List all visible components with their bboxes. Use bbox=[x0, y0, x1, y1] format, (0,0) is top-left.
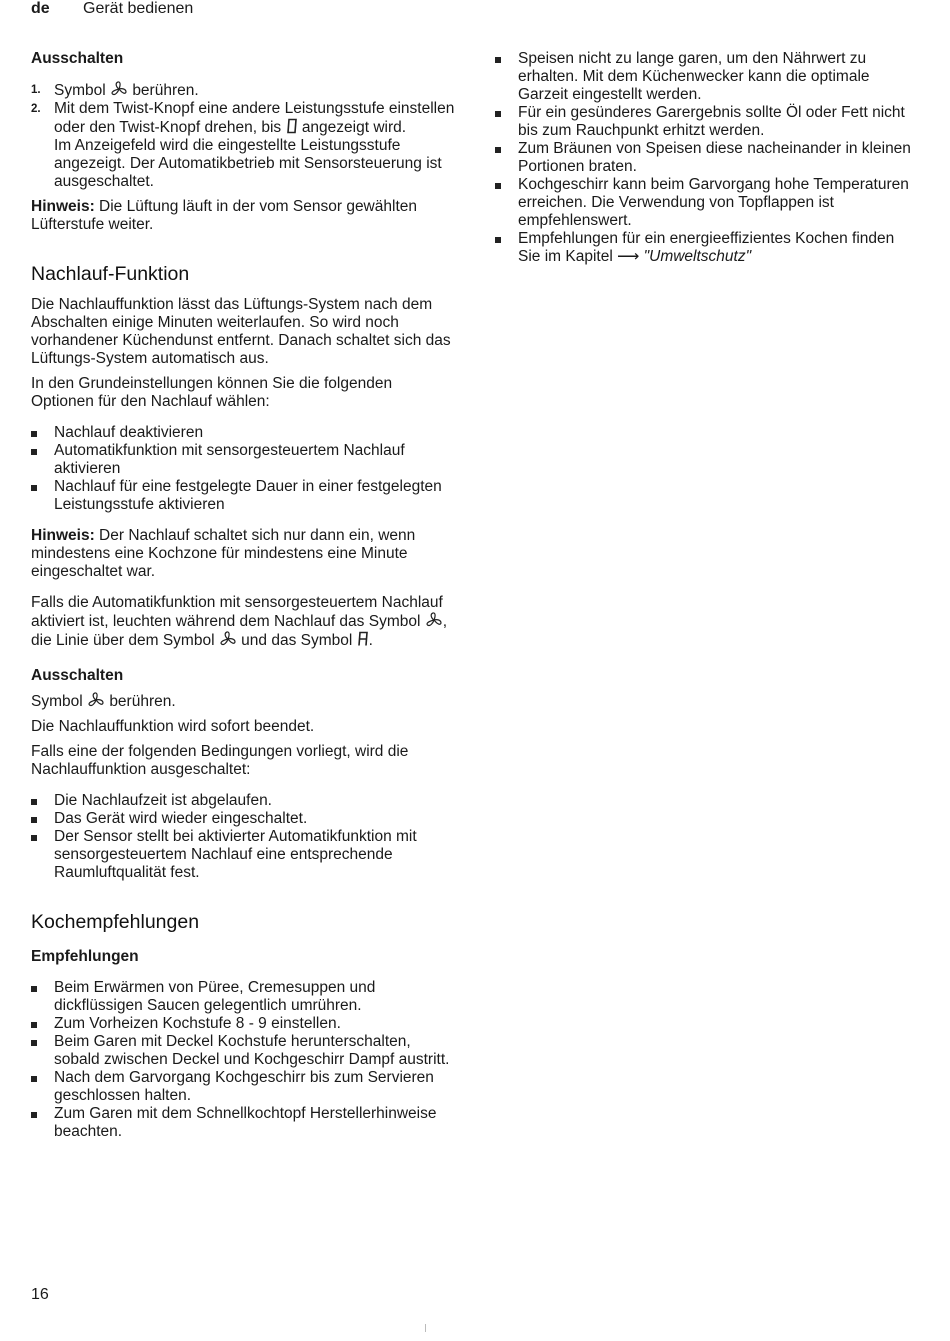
list-item bbox=[31, 442, 456, 478]
paragraph-text: Falls die Automatikfunktion mit sensorgesteuertem Nachlauf aktiviert ist, leuchten während dem Nachlauf das Symbol bbox=[31, 594, 443, 630]
list-item bbox=[31, 478, 456, 514]
list-item bbox=[495, 104, 915, 140]
step-text: berühren. bbox=[132, 82, 199, 99]
left-column bbox=[31, 50, 456, 1141]
right-column bbox=[495, 50, 915, 266]
paragraph-text: Symbol bbox=[31, 693, 83, 710]
steps-list bbox=[31, 81, 456, 191]
heading-nachlauf: Nachlauf-Funktion bbox=[31, 263, 190, 285]
bullet bbox=[495, 183, 501, 189]
fan-icon bbox=[425, 612, 443, 628]
paragraph-text: , die Linie über dem Symbol bbox=[31, 613, 448, 649]
list-item bbox=[495, 230, 915, 266]
list-item bbox=[495, 50, 915, 104]
bullet bbox=[31, 1112, 37, 1118]
list-item-text: Zum Garen mit dem Schnellkochtopf Herstellerhinweise beachten. bbox=[54, 1105, 437, 1140]
list-item-text: Speisen nicht zu lange garen, um den Nährwert zu erhalten. Mit dem Küchenwecker kann die optimale Garzeit eingestellt werden. bbox=[518, 50, 870, 103]
paragraph: Die Nachlauffunktion wird sofort beendet. bbox=[31, 718, 315, 735]
bullet bbox=[31, 1076, 37, 1082]
list-item bbox=[31, 828, 456, 882]
fan-icon bbox=[110, 81, 128, 97]
list-item-text: Nachlauf für eine festgelegte Dauer in einer festgelegten Leistungsstufe aktivieren bbox=[54, 478, 442, 513]
step-text: Symbol bbox=[54, 82, 106, 99]
list-item bbox=[31, 979, 456, 1015]
paragraph bbox=[31, 594, 456, 650]
list-item-text: Beim Garen mit Deckel Kochstufe herunterschalten, sobald zwischen Deckel und Kochgeschirr Dampf austritt. bbox=[54, 1033, 450, 1068]
conditions-list bbox=[31, 792, 456, 882]
note-label: Hinweis: bbox=[31, 527, 95, 544]
list-item bbox=[31, 1069, 456, 1105]
segment-a-icon bbox=[357, 631, 369, 647]
header-title: Gerät bedienen bbox=[83, 0, 194, 17]
bullet bbox=[495, 147, 501, 153]
fan-icon bbox=[87, 692, 105, 708]
step-number: 2. bbox=[31, 103, 41, 115]
paragraph bbox=[31, 692, 456, 711]
bullet bbox=[31, 485, 37, 491]
list-item bbox=[31, 424, 456, 442]
section-subtitle-empfehlungen: Empfehlungen bbox=[31, 948, 139, 965]
list-item-text: Nachlauf deaktivieren bbox=[54, 424, 204, 441]
list-item-text: Automatikfunktion mit sensorgesteuertem Nachlauf aktivieren bbox=[54, 442, 405, 477]
arrow-right-icon: ⟶ bbox=[617, 248, 640, 265]
list-item-text: Empfehlungen für ein energieeffizientes Kochen finden Sie im Kapitel bbox=[518, 230, 895, 265]
list-item-text: Nach dem Garvorgang Kochgeschirr bis zum Servieren geschlossen halten. bbox=[54, 1069, 434, 1104]
paragraph: Die Nachlauffunktion lässt das Lüftungs-System nach dem Abschalten einige Minuten weiterlaufen. So wird noch vorhandener Küchendunst entfernt. Danach schaltet sich das Lüftungs-System automatisch aus. bbox=[31, 296, 451, 367]
options-list bbox=[31, 424, 456, 514]
note-label: Hinweis: bbox=[31, 198, 95, 215]
heading-kochempfehlungen: Kochempfehlungen bbox=[31, 911, 200, 933]
fan-icon bbox=[219, 631, 237, 647]
list-item-text: Für ein gesünderes Garergebnis sollte Öl oder Fett nicht bis zum Rauchpunkt erhitzt werden. bbox=[518, 104, 905, 139]
list-item bbox=[31, 810, 456, 828]
section-subtitle-ausschalten: Ausschalten bbox=[31, 667, 124, 684]
list-item bbox=[495, 176, 915, 230]
list-item-text: Das Gerät wird wieder eingeschaltet. bbox=[54, 810, 308, 827]
bullet bbox=[31, 986, 37, 992]
list-item bbox=[31, 1033, 456, 1069]
note bbox=[31, 527, 456, 581]
bullet bbox=[31, 431, 37, 437]
list-item bbox=[31, 792, 456, 810]
list-item bbox=[495, 140, 915, 176]
list-item-text: Beim Erwärmen von Püree, Cremesuppen und dickflüssigen Saucen gelegentlich umrühren. bbox=[54, 979, 376, 1014]
note-text: Die Lüftung läuft in der vom Sensor gewählten Lüfterstufe weiter. bbox=[31, 198, 417, 233]
step-item bbox=[31, 81, 456, 100]
note bbox=[31, 198, 456, 234]
paragraph-text: . bbox=[368, 632, 373, 649]
bullet bbox=[31, 817, 37, 823]
segment-zero-icon bbox=[286, 118, 298, 134]
tips-list bbox=[495, 50, 915, 266]
step-item bbox=[31, 100, 456, 191]
bullet bbox=[495, 57, 501, 63]
list-item-text: Zum Bräunen von Speisen diese nacheinander in kleinen Portionen braten. bbox=[518, 140, 911, 175]
bullet bbox=[31, 1022, 37, 1028]
bullet bbox=[495, 237, 501, 243]
step-text: Mit dem Twist-Knopf eine andere Leistungsstufe einstellen oder den Twist-Knopf drehen, bis bbox=[54, 100, 455, 136]
step-text: angezeigt wird. bbox=[301, 119, 407, 136]
section-subtitle-ausschalten: Ausschalten bbox=[31, 50, 124, 67]
step-text: Im Anzeigefeld wird die eingestellte Leistungsstufe angezeigt. Der Automatikbetrieb mit Sensorsteuerung ist ausgeschaltet. bbox=[54, 137, 442, 190]
recommendations-list bbox=[31, 979, 456, 1141]
paragraph-text: und das Symbol bbox=[241, 632, 353, 649]
list-item-text: Kochgeschirr kann beim Garvorgang hohe Temperaturen erreichen. Die Verwendung von Topflappen ist empfehlenswert. bbox=[518, 176, 909, 229]
divider bbox=[425, 1324, 426, 1332]
paragraph: In den Grundeinstellungen können Sie die folgenden Optionen für den Nachlauf wählen: bbox=[31, 375, 393, 410]
header-language: de bbox=[31, 0, 50, 17]
bullet bbox=[495, 111, 501, 117]
list-item-text: Der Sensor stellt bei aktivierter Automatikfunktion mit sensorgesteuertem Nachlauf eine entsprechende Raumluftqualität fest. bbox=[54, 828, 417, 881]
paragraph: Falls eine der folgenden Bedingungen vorliegt, wird die Nachlauffunktion ausgeschaltet: bbox=[31, 743, 409, 778]
bullet bbox=[31, 1040, 37, 1046]
page-number: 16 bbox=[31, 1286, 49, 1303]
note-text: Der Nachlauf schaltet sich nur dann ein, wenn mindestens eine Kochzone für mindestens eine Minute eingeschaltet war. bbox=[31, 527, 416, 580]
bullet bbox=[31, 799, 37, 805]
list-item bbox=[31, 1015, 456, 1033]
bullet bbox=[31, 449, 37, 455]
list-item bbox=[31, 1105, 456, 1141]
list-item-text: Die Nachlaufzeit ist abgelaufen. bbox=[54, 792, 272, 809]
paragraph-text: berühren. bbox=[109, 693, 176, 710]
list-item-text: Zum Vorheizen Kochstufe 8 - 9 einstellen. bbox=[54, 1015, 341, 1032]
chapter-reference-link[interactable]: "Umweltschutz" bbox=[643, 248, 752, 265]
step-number: 1. bbox=[31, 84, 41, 96]
bullet bbox=[31, 835, 37, 841]
